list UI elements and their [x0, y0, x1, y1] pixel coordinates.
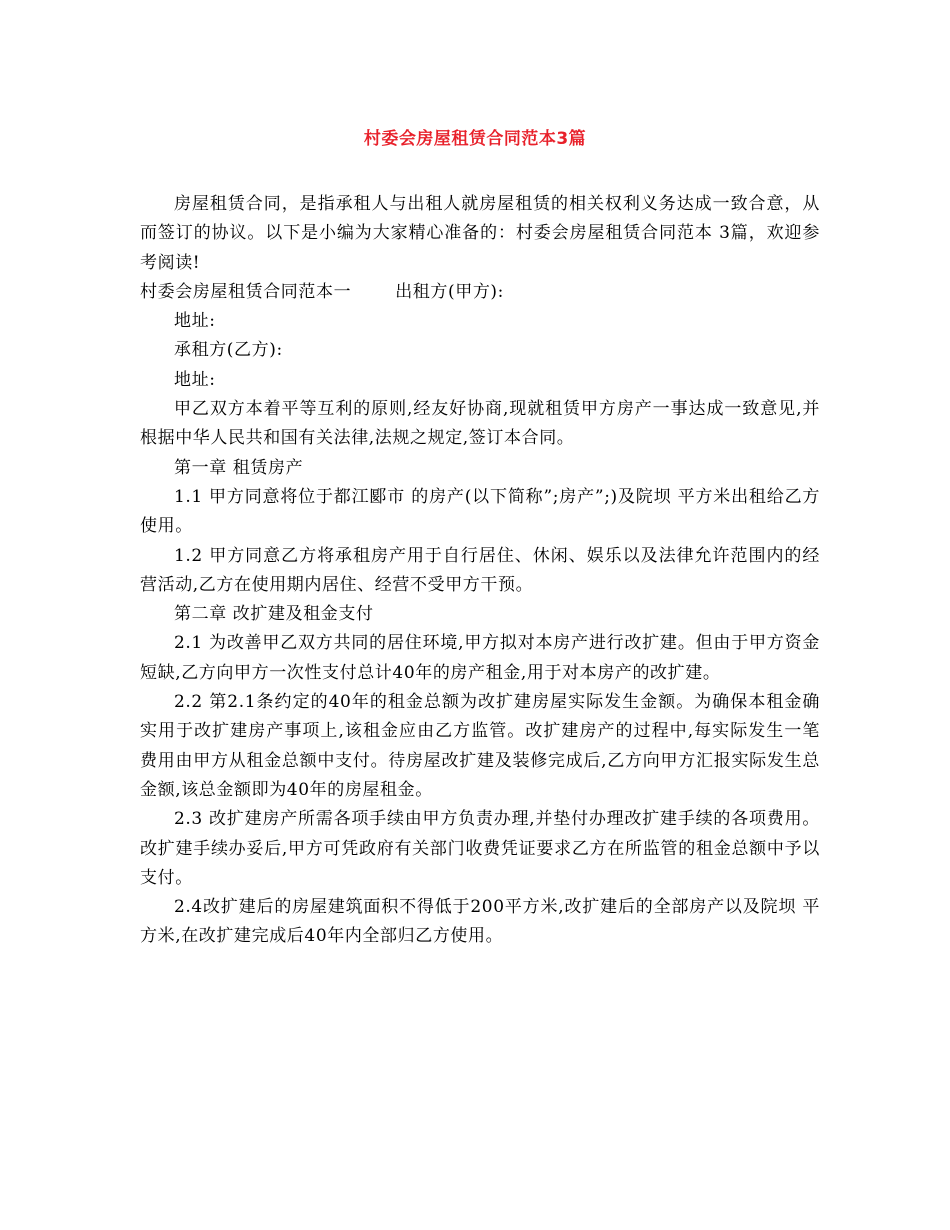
section-heading-line: [140, 278, 820, 307]
chapter-2-title: 第二章 改扩建及租金支付: [174, 604, 374, 625]
chapter-1-title: 第一章 租赁房产: [174, 457, 304, 478]
lessee-address-label: 地址:: [174, 369, 216, 390]
clause-2-2: 2.2 第2.1条约定的40年的租金总额为改扩建房屋实际发生金额。为确保本租金确实用于改扩建房产事项上,该租金应由乙方监管。改扩建房产的过程中,每实际发生一笔费用由甲方从租金总额中支付。待房屋改扩建及装修完成后,乙方向甲方汇报实际发生总金额,该总金额即为40年的房屋租金。: [140, 692, 820, 800]
clause-2-1: 2.1 为改善甲乙双方共同的居住环境,甲方拟对本房产进行改扩建。但由于甲方资金短缺,乙方向甲方一次性支付总计40年的房产租金,用于对本房产的改扩建。: [140, 633, 820, 683]
lessor-label: 出租方(甲方):: [395, 281, 504, 302]
lessor-address-label: 地址:: [174, 311, 216, 332]
document-title: 村委会房屋租赁合同范本3篇: [363, 129, 587, 149]
clause-1-1: 1.1 甲方同意将位于都江郾市 的房产(以下简称”;房产”;)及院坝 平方米出租给乙方使用。: [140, 486, 820, 537]
document-body: [140, 190, 820, 952]
lessee-label: 承租方(乙方):: [174, 340, 283, 361]
intro-paragraph: 房屋租赁合同，是指承租人与出租人就房屋租赁的相关权利义务达成一致合意，从而签订的协议。以下是小编为大家精心准备的：村委会房屋租赁合同范本 3篇，欢迎参考阅读!: [140, 194, 820, 273]
preamble-paragraph: 甲乙双方本着平等互利的原则,经友好协商,现就租赁甲方房产一事达成一致意见,并根据中华人民共和国有关法律,法规之规定,签订本合同。: [140, 399, 820, 449]
clause-2-3: 2.3 改扩建房产所需各项手续由甲方负责办理,并垫付办理改扩建手续的各项费用。改扩建手续办妥后,甲方可凭政府有关部门收费凭证要求乙方在所监管的租金总额中予以支付。: [140, 809, 820, 888]
section-heading: 村委会房屋租赁合同范本一: [140, 281, 352, 302]
clause-1-2: 1.2 甲方同意乙方将承租房产用于自行居住、休闲、娱乐以及法律允许范围内的经营活动,乙方在使用期内居住、经营不受甲方干预。: [140, 545, 820, 595]
clause-2-4: 2.4改扩建后的房屋建筑面积不得低于200平方米,改扩建后的全部房产以及院坝 平方米,在改扩建完成后40年内全部归乙方使用。: [140, 897, 820, 947]
